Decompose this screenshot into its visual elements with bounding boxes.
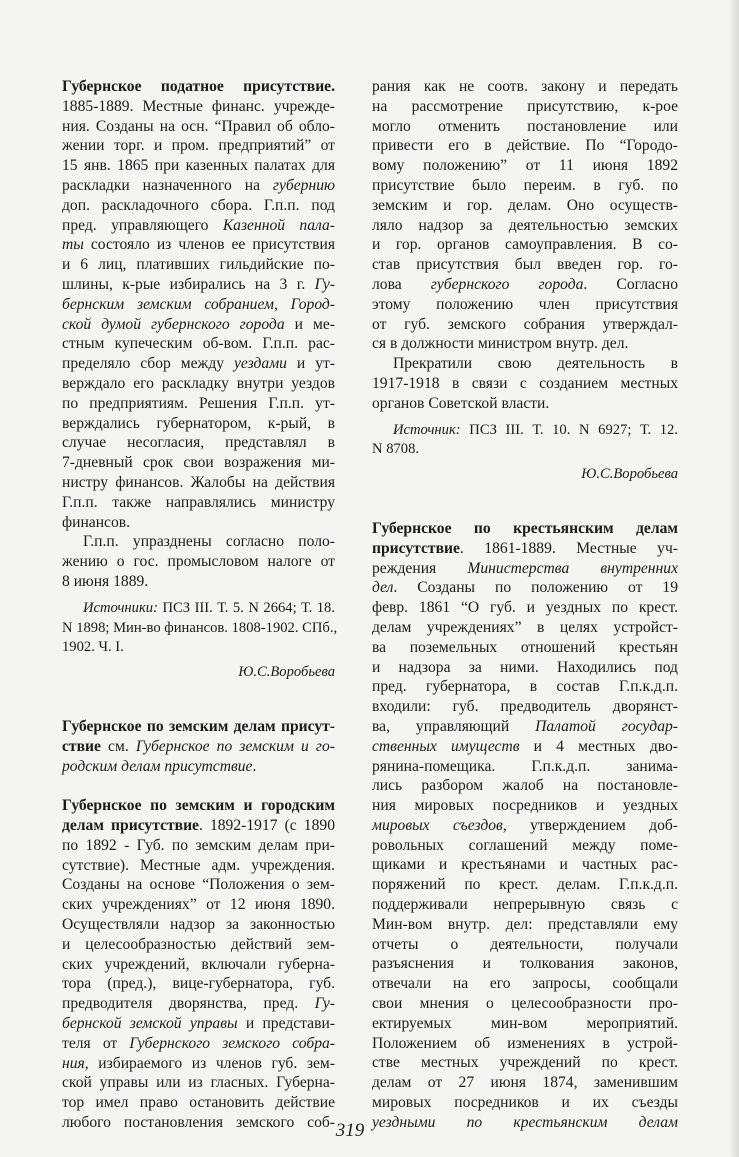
text-run: 1917-1918 в связи с созданием местных — [372, 374, 678, 392]
text-line — [372, 737, 678, 757]
text-line — [372, 255, 678, 275]
author-signature — [62, 663, 335, 683]
entry-heading: Губернское по земским делам присут- — [62, 717, 335, 735]
italic-term: ния — [62, 1054, 85, 1072]
text-line — [62, 895, 335, 915]
text-line — [372, 275, 678, 295]
text-line — [372, 677, 678, 697]
text-run: вому положению” от 11 июня 1892 — [372, 157, 678, 175]
italic-term: Губернское по земским и го- — [135, 737, 335, 755]
text-run: ния. Созданы на осн. “Правил об обло- — [62, 117, 335, 135]
author-signature — [372, 465, 678, 485]
text-run: пред. управляющего — [62, 216, 223, 234]
text-run: жении торг. и пром. предприятий” от — [62, 137, 335, 155]
text-line — [62, 816, 335, 836]
text-line — [62, 1073, 335, 1093]
text-line — [372, 915, 678, 935]
text-run: делам учреждениях” в целях устройст- — [372, 618, 678, 636]
italic-term: Казенной пала- — [222, 216, 335, 234]
text-run: верждались губернатором, к-рый, в — [62, 414, 335, 432]
text-run: N 1898; Мин-во финансов. 1808-1902. СПб., — [62, 619, 338, 636]
text-line — [62, 1034, 335, 1054]
text-line — [372, 117, 678, 137]
text-line — [372, 1014, 678, 1034]
text-line — [372, 836, 678, 856]
text-line — [62, 354, 335, 374]
text-line — [62, 599, 335, 619]
text-line — [372, 1093, 678, 1113]
text-line — [62, 572, 335, 592]
text-line — [372, 618, 678, 638]
text-line — [62, 737, 335, 757]
text-run: случае несогласия, представлял в — [62, 434, 335, 452]
text-run: ской управы или из гласных. Губерна- — [62, 1074, 335, 1092]
italic-term: Источники: — [83, 599, 158, 616]
entry-heading: присутствие — [372, 539, 460, 557]
text-line — [62, 97, 335, 117]
text-run: земским и гор. делам. Оно осуществ- — [372, 196, 678, 214]
text-line — [62, 513, 335, 533]
text-line — [62, 836, 335, 856]
text-run: 15 янв. 1865 при казенных палатах для — [62, 157, 335, 175]
text-line — [372, 315, 678, 335]
text-run: Г.п.п. упразднены согласно поло- — [83, 533, 335, 551]
text-run: делам от 27 июня 1874, заменившим — [372, 1074, 678, 1092]
text-run: по предприятиям. Решения Г.п.п. ут- — [62, 394, 335, 412]
text-line — [372, 440, 678, 460]
text-run: ПСЗ III. Т. 5. N 2664; Т. 18. — [157, 599, 335, 616]
text-line — [62, 663, 335, 683]
text-run: отвечали на его запросы, сообщали — [372, 975, 678, 993]
paragraph — [372, 77, 678, 354]
text-run: N 8708. — [372, 441, 420, 458]
text-run: доп. раскладочного сбора. Г.п.п. под — [62, 196, 335, 214]
text-line — [62, 334, 335, 354]
text-run: 1902. Ч. I. — [62, 639, 124, 656]
text-line — [62, 196, 335, 216]
text-line — [62, 433, 335, 453]
text-line — [372, 374, 678, 394]
text-run: предводителя дворянства, пред. — [62, 995, 315, 1013]
text-line — [372, 97, 678, 117]
text-run: ся в должности министром внутр. дел. — [372, 335, 629, 353]
right-column — [372, 77, 678, 1133]
text-run: Созданы на основе “Положения о зем- — [62, 876, 335, 894]
text-run: пред. губернатора, в состав Г.п.к.д.п. — [372, 678, 678, 696]
entry-heading: ствие — [62, 737, 101, 755]
text-run: стве местных учреждений по крест. — [372, 1054, 678, 1072]
text-run: свои мнения о целесообразности про- — [372, 995, 678, 1013]
text-line — [62, 156, 335, 176]
text-run: ва поземельных отношений крестьян — [372, 638, 678, 656]
text-run: от губ. земского собрания утверждал- — [372, 315, 678, 333]
text-line — [372, 697, 678, 717]
text-line — [62, 796, 335, 816]
text-line — [372, 334, 678, 354]
text-line — [62, 994, 335, 1014]
paragraph — [62, 532, 335, 591]
text-run: . 1861-1889. Местные уч- — [459, 539, 678, 557]
text-run: 1885-1889. Местные финанс. учрежде- — [62, 97, 335, 115]
italic-term: ской думой губернского города — [62, 315, 285, 333]
text-run: и ут- — [286, 355, 336, 373]
text-run: на рассмотрение присутствию, к-рое — [372, 97, 678, 115]
text-run: органов Советской власти. — [372, 394, 550, 412]
page-edge-shadow — [729, 0, 739, 1157]
text-run: раскладки назначенного на — [62, 176, 273, 194]
text-line — [372, 855, 678, 875]
text-run: , избираемого из членов губ. зем- — [84, 1054, 335, 1072]
text-line — [372, 875, 678, 895]
text-run: поряжений по крест. делам. Г.п.к.д.п. — [372, 876, 678, 894]
text-run: Мин-вом внутр. дел: представляли ему — [372, 915, 678, 933]
italic-term: бернским земским собранием — [62, 295, 274, 313]
text-run: лись разбором жалоб на постановле- — [372, 777, 678, 795]
text-line — [62, 619, 338, 639]
text-run: входили: губ. предводитель дворянст- — [372, 698, 678, 716]
text-run: и целесообразностью действий зем- — [62, 935, 335, 953]
text-line — [62, 473, 335, 493]
text-line — [372, 216, 678, 236]
text-line — [372, 394, 678, 414]
text-line — [372, 354, 678, 374]
text-run: Ю.С.Воробьева — [581, 466, 678, 483]
text-run: нистру финансов. Жалобы на действия — [62, 473, 335, 491]
text-line — [62, 915, 335, 935]
text-run: Г.п.п. также направлялись министру — [62, 493, 335, 511]
text-run: присутствие было переим. в губ. по — [372, 176, 678, 194]
text-run: могло отменить постановление или — [372, 117, 678, 135]
page-number: 319 — [335, 1120, 365, 1141]
text-line — [372, 757, 678, 777]
text-run: , утверждением доб- — [502, 816, 678, 834]
left-column — [62, 77, 338, 1133]
text-line — [372, 578, 678, 598]
text-line — [372, 539, 678, 559]
text-run: . 1892-1917 (с 1890 — [198, 817, 335, 835]
italic-term: мировых съездов — [372, 816, 503, 834]
text-run: и надзора за ними. Находились под — [372, 658, 678, 676]
text-run: , — [273, 295, 291, 313]
italic-term: Город- — [290, 295, 336, 313]
text-line — [372, 994, 678, 1014]
text-run: поддерживали непрерывную связь с — [372, 896, 678, 914]
text-line — [62, 77, 335, 97]
text-line — [372, 176, 678, 196]
article-entry — [62, 796, 335, 1133]
text-line — [62, 216, 335, 236]
text-line — [372, 638, 678, 658]
text-line — [372, 816, 678, 836]
text-run: Положением об изменениях в устрой- — [372, 1034, 678, 1052]
text-line — [62, 235, 335, 255]
text-line — [62, 717, 335, 737]
article-entry — [62, 77, 335, 532]
text-line — [62, 493, 335, 513]
text-run: . Созданы по положению от 19 — [393, 579, 678, 597]
text-run: рания как не соотв. закону и передать — [372, 78, 678, 95]
text-run: любого постановления земского соб- — [62, 1114, 335, 1132]
text-run: . — [252, 757, 257, 775]
italic-term: Палатой государ- — [535, 717, 678, 735]
text-run: жению о гос. промысловом налоге от — [62, 553, 335, 571]
text-run: мировых посредников и их съезды — [372, 1094, 678, 1112]
text-line — [62, 552, 335, 572]
text-run: см. — [100, 737, 136, 755]
italic-term: Губернского земского собра- — [129, 1034, 335, 1052]
text-line — [372, 465, 678, 485]
text-run: ских учреждениях” от 12 июня 1890. — [62, 896, 335, 914]
text-line — [62, 935, 335, 955]
text-run: реждения — [372, 559, 468, 577]
text-run: став присутствия был введен гор. го- — [372, 256, 678, 274]
italic-term: Гу- — [314, 275, 335, 293]
text-line — [372, 776, 678, 796]
text-line — [372, 156, 678, 176]
text-run: февр. 1861 “О губ. и уездных по крест. — [372, 599, 678, 617]
text-run: теля от — [62, 1034, 130, 1052]
italic-term: Гу- — [314, 995, 335, 1013]
text-run: этому положению член присутствия — [372, 295, 678, 313]
italic-term: уездами — [234, 355, 287, 373]
italic-term: Министерства внутренних — [467, 559, 678, 577]
entry-heading: Губернское по земским и городским — [62, 797, 335, 815]
text-line — [62, 295, 335, 315]
text-line — [62, 136, 335, 156]
text-line — [62, 176, 335, 196]
article-entry — [372, 519, 678, 1133]
text-line — [372, 1034, 678, 1054]
italic-term: губернского города — [430, 275, 584, 293]
text-line — [372, 196, 678, 216]
article-entry — [62, 717, 335, 776]
text-line — [372, 1053, 678, 1073]
text-run: и гор. органов самоуправления. В со- — [372, 236, 678, 254]
text-run: ва, управляющий — [372, 717, 536, 735]
text-run: сутствие). Местные адм. учреждения. — [62, 856, 335, 874]
text-run: ПСЗ III. Т. 10. N 6927; Т. 12. — [460, 421, 678, 438]
text-run: разъяснения и толкования законов, — [372, 955, 678, 973]
text-line — [372, 717, 678, 737]
text-line — [372, 235, 678, 255]
text-run: и 6 лиц, плативших гильдийские по- — [62, 256, 335, 274]
text-line — [62, 875, 335, 895]
text-line — [62, 394, 335, 414]
italic-term: губернию — [272, 176, 335, 194]
text-line — [372, 519, 678, 539]
text-run: отчеты о деятельности, получали — [372, 935, 678, 953]
text-line — [62, 414, 335, 434]
text-line — [372, 559, 678, 579]
italic-term: Источник: — [393, 421, 461, 438]
text-line — [372, 796, 678, 816]
text-run: ектируемых мин-вом мероприятий. — [372, 1014, 678, 1032]
entry-heading: делам присутствие — [62, 817, 199, 835]
text-run: пределяло сбор между — [62, 355, 235, 373]
paragraph — [372, 354, 678, 413]
text-run: и 4 местных дво- — [519, 737, 678, 755]
text-run: лова — [372, 275, 431, 293]
entry-heading: Губернское податное присутствие. — [62, 78, 335, 95]
text-run: ния мировых посредников и уездных — [372, 797, 678, 815]
text-run: Прекратили свою деятельность в — [393, 355, 678, 373]
italic-term: родским делам присутствие — [62, 757, 253, 775]
text-line — [372, 974, 678, 994]
text-line — [372, 77, 678, 97]
text-line — [62, 117, 335, 137]
text-line — [62, 275, 335, 295]
text-line — [372, 1073, 678, 1093]
text-line — [372, 935, 678, 955]
sources-note — [372, 421, 678, 461]
text-run: и представи- — [237, 1015, 336, 1033]
text-run: 8 июня 1889. — [62, 572, 149, 590]
entry-heading: Губернское по крестьянским делам — [372, 519, 678, 537]
text-line — [62, 1054, 335, 1074]
text-line — [62, 453, 335, 473]
text-run: Ю.С.Воробьева — [238, 664, 335, 681]
text-run: состояло из членов ее присутствия — [83, 236, 335, 254]
text-run: верждало его раскладку внутри уездов — [62, 374, 335, 392]
text-line — [62, 315, 335, 335]
text-line — [372, 136, 678, 156]
text-run: тора (пред.), вице-губернатора, губ. — [62, 975, 335, 993]
text-run: и ме- — [284, 315, 336, 333]
italic-term: дел — [372, 579, 394, 597]
text-line — [62, 255, 335, 275]
text-line — [62, 974, 335, 994]
text-run: 7-дневный срок свои возражения ми- — [62, 454, 335, 472]
text-run: по 1892 - Губ. по земским делам при- — [62, 836, 335, 854]
text-line — [62, 638, 335, 658]
italic-term: ты — [62, 236, 84, 254]
text-line — [372, 895, 678, 915]
text-line — [62, 374, 335, 394]
text-run: ровольных соглашений между поме- — [372, 836, 678, 854]
text-run: тор имел право остановить действие — [62, 1094, 335, 1112]
text-line — [62, 1014, 335, 1034]
text-run: . Согласно — [583, 275, 678, 293]
text-line — [62, 955, 335, 975]
text-line — [372, 421, 678, 441]
text-line — [62, 757, 335, 777]
text-run: привести его в действие. По “Городо- — [372, 137, 678, 155]
text-run: ских учреждений, включали губерна- — [62, 955, 335, 973]
text-line — [372, 954, 678, 974]
italic-term: ственных имуществ — [372, 737, 520, 755]
text-run: стным купеческим об-вом. Г.п.п. рас- — [62, 335, 335, 353]
text-line — [372, 658, 678, 678]
text-line — [62, 532, 335, 552]
text-line — [62, 1093, 335, 1113]
text-line — [372, 295, 678, 315]
text-run: рянина-помещика. Г.п.к.д.п. занима- — [372, 757, 678, 775]
text-run: шлины, к-рые избирались на 3 г. — [62, 275, 315, 293]
text-line — [372, 598, 678, 618]
italic-term: уездными по крестьянским делам — [372, 1113, 678, 1131]
text-run: Осуществляли надзор за законностью — [62, 916, 335, 934]
text-run: ляло надзор за деятельностью земских — [372, 216, 678, 234]
text-run: финансов. — [62, 513, 131, 531]
text-run: щиками и крестьянами и частных рас- — [372, 856, 678, 874]
sources-note — [62, 599, 338, 658]
italic-term: бернской земской управы — [62, 1015, 238, 1033]
text-line — [62, 856, 335, 876]
